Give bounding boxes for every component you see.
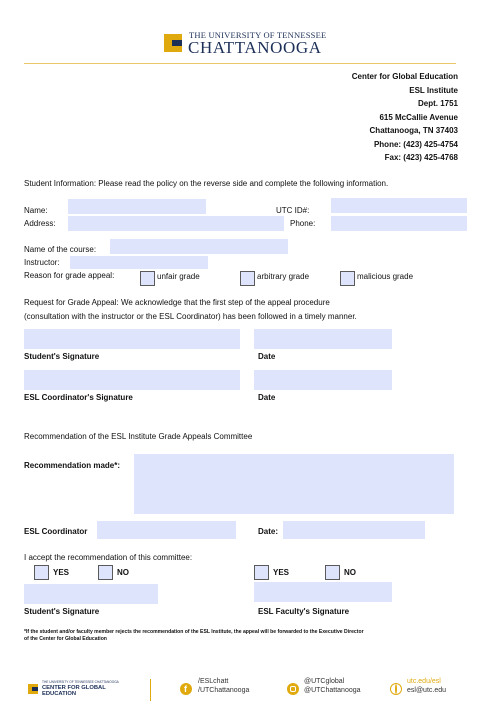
footer-divider: [150, 679, 151, 701]
coordinator-signature-field[interactable]: [24, 370, 240, 390]
utc-id-label: UTC ID#:: [276, 206, 310, 215]
esl-coordinator-field[interactable]: [97, 521, 236, 539]
arbitrary-grade-checkbox[interactable]: [240, 271, 255, 286]
campus-name: CHATTANOOGA: [188, 38, 322, 57]
unfair-grade-label: unfair grade: [157, 272, 200, 281]
course-label: Name of the course:: [24, 245, 97, 254]
coordinator-date-label: Date: [258, 393, 276, 402]
course-field[interactable]: [110, 239, 288, 254]
student-date-field[interactable]: [254, 329, 392, 349]
faculty-signature-field[interactable]: [254, 582, 392, 602]
footnote-line: of the Center for Global Education: [24, 636, 107, 642]
request-line-2: (consultation with the instructor or the ESL Coordinator) has been followed in a timely manner.: [24, 312, 357, 321]
address-line: Dept. 1751: [417, 99, 458, 108]
coordinator-signature-label: ESL Coordinator's Signature: [24, 393, 133, 402]
address-line: Fax: (423) 425-4768: [384, 153, 458, 162]
student-signature-label: Student's Signature: [24, 352, 100, 361]
footer-university-line: THE UNIVERSITY OF TENNESSEE CHATTANOOGA: [42, 680, 119, 684]
student-date-label: Date: [258, 352, 276, 361]
malicious-grade-label: malicious grade: [357, 272, 414, 281]
footnote-line: *If the student and/or faculty member rejects the recommendation of the ESL Institute, the appeal will be forwarded to the Executive Director: [24, 629, 364, 635]
student-signature-field[interactable]: [24, 329, 240, 349]
phone-field[interactable]: [331, 216, 467, 231]
university-line: THE UNIVERSITY OF TENNESSEE: [189, 30, 327, 40]
facebook-icon[interactable]: f: [180, 683, 192, 695]
faculty-no-checkbox[interactable]: [325, 565, 340, 580]
address-line: 615 McCallie Avenue: [379, 112, 458, 122]
web-link[interactable]: utc.edu/esl: [407, 678, 441, 685]
committee-date-label: Date:: [258, 527, 279, 536]
faculty-yes-checkbox[interactable]: [254, 565, 269, 580]
address-block: [352, 70, 458, 165]
address-label: Address:: [24, 219, 56, 228]
phone-label: Phone:: [290, 219, 316, 228]
footnote: [24, 629, 364, 643]
student-yes-checkbox[interactable]: [34, 565, 49, 580]
address-line: Chattanooga, TN 37403: [369, 126, 458, 135]
footer-logo-line-2: EDUCATION: [42, 691, 77, 697]
name-field[interactable]: [68, 199, 206, 214]
arbitrary-grade-label: arbitrary grade: [257, 272, 310, 281]
student-signature-2-field[interactable]: [24, 584, 158, 604]
faculty-no-label: NO: [344, 568, 356, 577]
facebook-handle[interactable]: /ESLchatt: [198, 678, 229, 685]
committee-date-field[interactable]: [283, 521, 425, 539]
footer-logo-line-1: CENTER FOR GLOBAL: [42, 685, 106, 691]
coordinator-date-field[interactable]: [254, 370, 392, 390]
student-yes-label: YES: [53, 568, 70, 577]
malicious-grade-checkbox[interactable]: [340, 271, 355, 286]
cge-logo-icon: [26, 682, 40, 696]
email-link[interactable]: esl@utc.edu: [407, 687, 447, 694]
facebook-handle[interactable]: /UTChattanooga: [198, 687, 250, 694]
utc-id-field[interactable]: [331, 198, 467, 213]
instructor-label: Instructor:: [24, 258, 60, 267]
esl-coordinator-label: ESL Coordinator: [24, 527, 88, 536]
accept-statement: I accept the recommendation of this committee:: [24, 553, 193, 562]
recommendation-label: Recommendation made*:: [24, 461, 121, 470]
instagram-icon[interactable]: [287, 683, 299, 695]
request-line-1: Request for Grade Appeal: We acknowledge that the first step of the appeal procedure: [24, 298, 330, 307]
globe-icon: [390, 683, 402, 695]
instructor-field[interactable]: [70, 256, 208, 269]
unfair-grade-checkbox[interactable]: [140, 271, 155, 286]
utc-c-logo-icon: [160, 30, 186, 56]
student-no-label: NO: [117, 568, 129, 577]
committee-heading: Recommendation of the ESL Institute Grade Appeals Committee: [24, 432, 253, 441]
faculty-signature-label: ESL Faculty's Signature: [258, 607, 350, 616]
address-line: Center for Global Education: [351, 72, 458, 81]
recommendation-field[interactable]: [134, 454, 454, 514]
address-line: Phone: (423) 425-4754: [373, 139, 458, 149]
student-no-checkbox[interactable]: [98, 565, 113, 580]
instagram-handle[interactable]: @UTChattanooga: [304, 687, 361, 694]
header-divider: [24, 63, 456, 64]
address-line: ESL Institute: [409, 85, 458, 95]
instagram-handle[interactable]: @UTCglobal: [304, 678, 345, 685]
reason-label: Reason for grade appeal:: [24, 271, 115, 280]
name-label: Name:: [24, 206, 48, 215]
address-field[interactable]: [68, 216, 284, 231]
student-signature-2-label: Student's Signature: [24, 607, 100, 616]
student-info-intro: Student Information: Please read the policy on the reverse side and complete the following information.: [24, 179, 389, 188]
faculty-yes-label: YES: [273, 568, 290, 577]
